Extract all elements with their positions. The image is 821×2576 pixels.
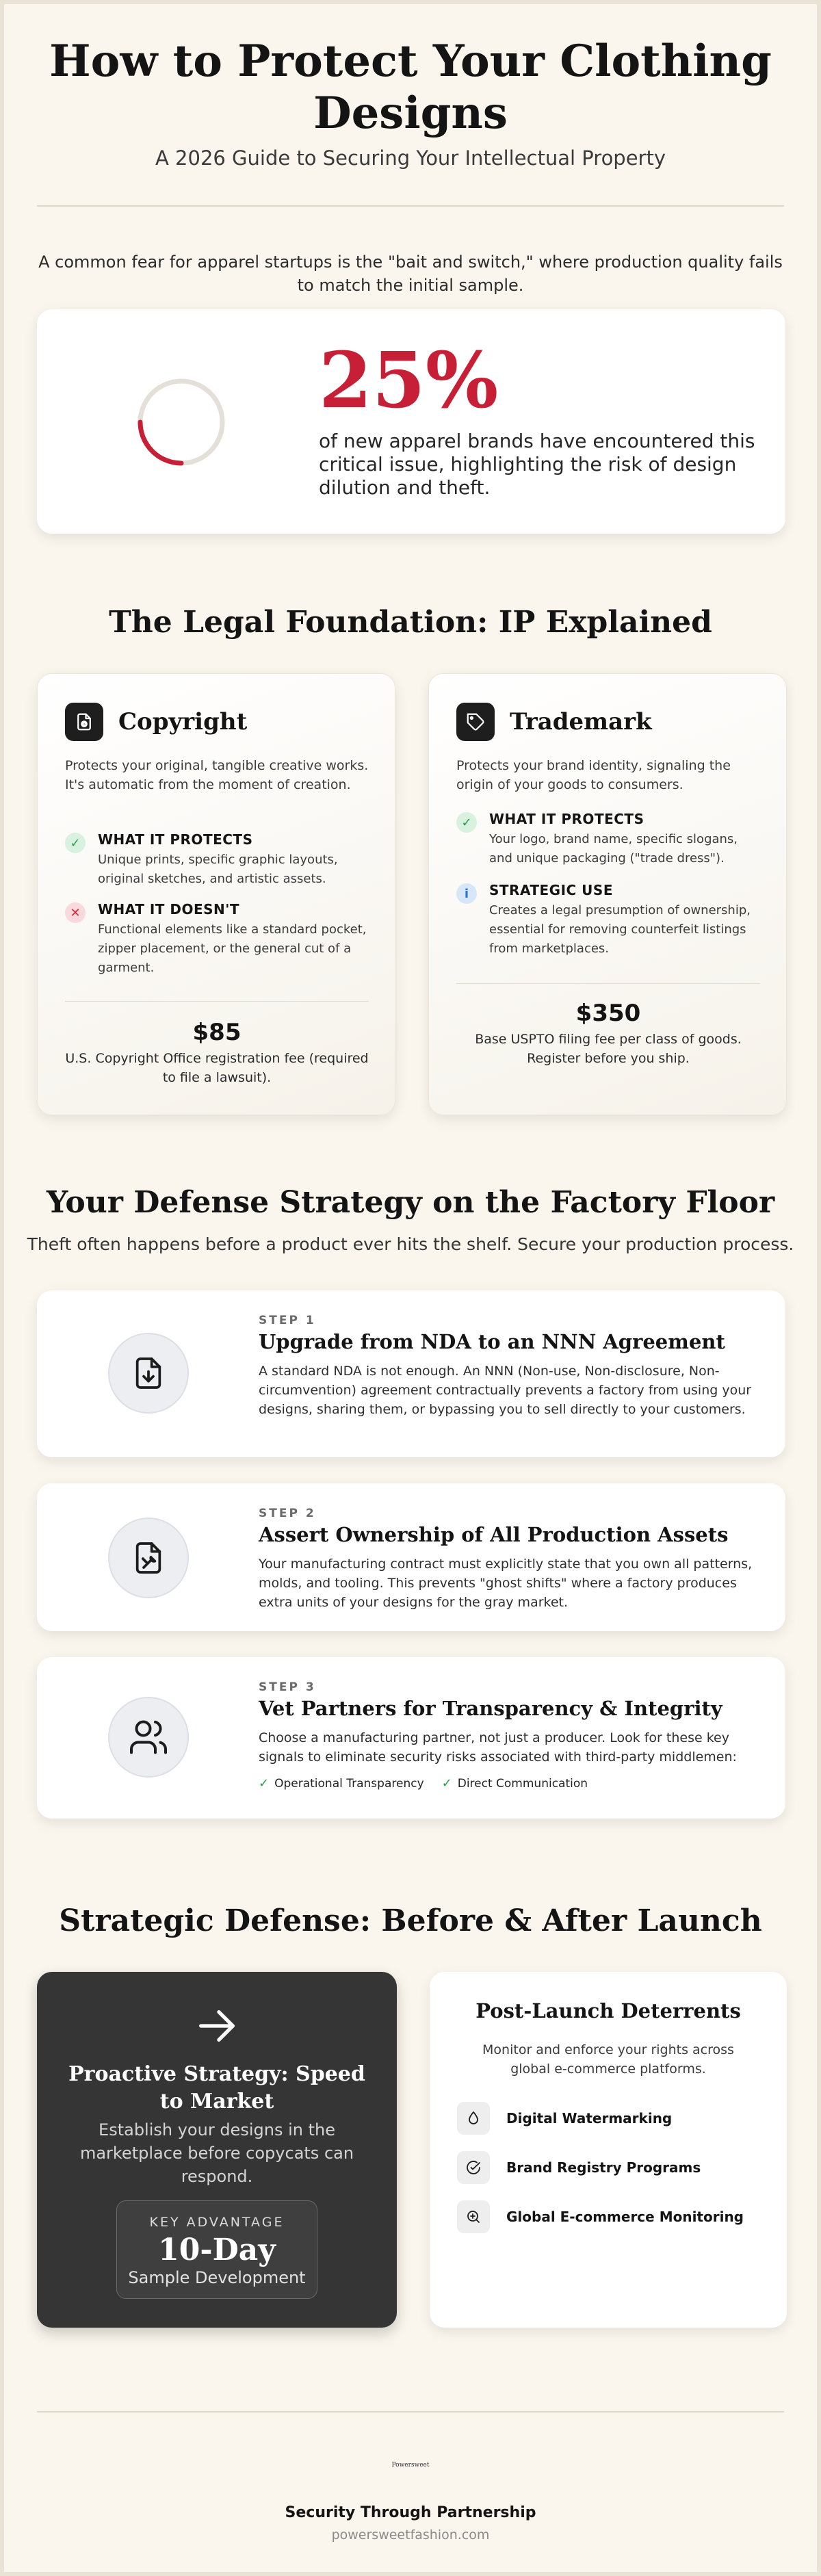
step-description: Your manufacturing contract must explicitly state that you own all patterns, molds, and tooling. This prevents "ghost shifts" where a factory produces extra units of your designs for the gray market. bbox=[259, 1557, 753, 1610]
key-advantage-sub: Sample Development bbox=[128, 2268, 306, 2287]
post-launch-title: Post-Launch Deterrents bbox=[475, 1999, 741, 2022]
droplet-icon bbox=[457, 2102, 490, 2135]
copyright-card bbox=[37, 673, 395, 1115]
copyright-price-note: U.S. Copyright Office registration fee (required to file a lawsuit). bbox=[65, 1051, 369, 1085]
intro-text: A common fear for apparel startups is the "bait and switch," where production quality fails to match the initial sample. bbox=[38, 252, 783, 295]
deterrent-item bbox=[457, 2102, 672, 2135]
trademark-strategic-use bbox=[456, 882, 764, 959]
step-label: STEP 1 bbox=[259, 1314, 316, 1327]
key-advantage-label: KEY ADVANTAGE bbox=[149, 2215, 285, 2230]
step-title: Assert Ownership of All Production Assets bbox=[259, 1523, 729, 1546]
strategic-heading: STRATEGIC USE bbox=[489, 882, 613, 898]
trademark-price-note: Base USPTO filing fee per class of goods. Register before you ship. bbox=[475, 1032, 742, 1066]
copyright-title: Copyright bbox=[118, 708, 248, 736]
footer-title: Security Through Partnership bbox=[285, 2504, 536, 2521]
deterrent-label: Digital Watermarking bbox=[506, 2110, 673, 2126]
stat-donut-chart bbox=[133, 374, 230, 471]
check-icon: ✓ bbox=[456, 812, 477, 833]
stat-card bbox=[37, 309, 785, 534]
step-description: A standard NDA is not enough. An NNN (Non-use, Non-disclosure, Non-circumvention) agreement contractually prevents a factory from using your designs, sharing them, or bypassing you to sell directly to your customers. bbox=[259, 1364, 752, 1417]
step-card bbox=[37, 1483, 785, 1631]
doesnt-text: Functional elements like a standard pocket, zipper placement, or the general cut of a garment. bbox=[98, 922, 367, 975]
deterrent-label: Brand Registry Programs bbox=[506, 2159, 701, 2176]
key-advantage-value: 10-Day bbox=[158, 2233, 276, 2267]
copyright-description: Protects your original, tangible creative works. It's automatic from the moment of creation. bbox=[65, 758, 369, 792]
file-download-icon bbox=[108, 1333, 189, 1414]
protects-heading: WHAT IT PROTECTS bbox=[489, 811, 644, 827]
signal-list bbox=[259, 1776, 605, 1791]
strategic-text: Creates a legal presumption of ownership, essential for removing counterfeit listings from marketplaces. bbox=[489, 903, 751, 956]
protects-text: Unique prints, specific graphic layouts, original sketches, and artistic assets. bbox=[98, 853, 338, 886]
legal-section-title: The Legal Foundation: IP Explained bbox=[109, 605, 712, 640]
copyright-price: $85 bbox=[192, 1019, 242, 1046]
post-launch-card bbox=[430, 1972, 787, 2328]
step-title: Vet Partners for Transparency & Integrity bbox=[259, 1697, 722, 1720]
deterrent-item bbox=[457, 2151, 701, 2184]
trademark-protects bbox=[456, 811, 764, 868]
x-icon: ✕ bbox=[65, 902, 86, 923]
step-card bbox=[37, 1290, 785, 1457]
divider bbox=[456, 983, 760, 984]
trademark-price: $350 bbox=[575, 1000, 641, 1027]
trademark-description: Protects your brand identity, signaling the origin of your goods to consumers. bbox=[456, 758, 731, 792]
step-description: Choose a manufacturing partner, not just a producer. Look for these key signals to eliminate security risks associated with third-party middlemen: bbox=[259, 1730, 737, 1765]
copyright-protects bbox=[65, 831, 373, 889]
strategic-section-title: Strategic Defense: Before & After Launch bbox=[59, 1903, 762, 1938]
file-tools-icon bbox=[108, 1518, 189, 1598]
deterrent-label: Global E-commerce Monitoring bbox=[506, 2209, 744, 2225]
check-circle-icon bbox=[457, 2151, 490, 2184]
brand-logo: Powersweet bbox=[391, 2462, 430, 2469]
arrow-right-icon bbox=[193, 2002, 241, 2050]
proactive-title: Proactive Strategy: Speed to Market bbox=[68, 2062, 365, 2113]
page-subtitle: A 2026 Guide to Securing Your Intellectual Property bbox=[155, 146, 666, 170]
defense-section-subtitle: Theft often happens before a product ever hits the shelf. Secure your production process. bbox=[27, 1234, 794, 1254]
stat-description: of new apparel brands have encountered this critical issue, highlighting the risk of design dilution and theft. bbox=[319, 430, 755, 499]
stat-value: 25% bbox=[319, 336, 499, 426]
trademark-card bbox=[428, 673, 787, 1115]
protects-text: Your logo, brand name, specific slogans, and unique packaging ("trade dress"). bbox=[489, 832, 738, 866]
step-label: STEP 3 bbox=[259, 1680, 316, 1694]
footer-url-link[interactable]: powersweetfashion.com bbox=[331, 2527, 490, 2542]
footer-divider bbox=[37, 2411, 784, 2412]
info-icon: i bbox=[456, 883, 477, 904]
step-label: STEP 2 bbox=[259, 1507, 316, 1520]
signal-label: Operational Transparency bbox=[274, 1776, 424, 1791]
check-icon: ✓ bbox=[441, 1776, 452, 1791]
step-card bbox=[37, 1657, 785, 1819]
doesnt-heading: WHAT IT DOESN'T bbox=[98, 901, 240, 918]
signal-item bbox=[259, 1776, 424, 1791]
check-icon: ✓ bbox=[65, 833, 86, 853]
check-icon: ✓ bbox=[259, 1776, 270, 1791]
copyright-document-icon bbox=[65, 703, 103, 741]
users-icon bbox=[108, 1697, 189, 1778]
proactive-description: Establish your designs in the marketplace before copycats can respond. bbox=[79, 2120, 354, 2186]
signal-label: Direct Communication bbox=[457, 1776, 588, 1791]
copyright-doesnt-protect bbox=[65, 901, 373, 978]
tag-icon bbox=[456, 703, 495, 741]
signal-item bbox=[442, 1776, 588, 1791]
deterrent-item bbox=[457, 2200, 744, 2233]
proactive-strategy-card bbox=[37, 1972, 397, 2328]
key-advantage-box bbox=[116, 2200, 317, 2299]
step-title: Upgrade from NDA to an NNN Agreement bbox=[259, 1330, 725, 1353]
divider bbox=[37, 205, 784, 207]
zoom-in-icon bbox=[457, 2200, 490, 2233]
defense-section-title: Your Defense Strategy on the Factory Floor bbox=[46, 1185, 775, 1220]
trademark-title: Trademark bbox=[510, 708, 652, 736]
post-launch-description: Monitor and enforce your rights across global e-commerce platforms. bbox=[482, 2042, 734, 2077]
protects-heading: WHAT IT PROTECTS bbox=[98, 831, 253, 848]
divider bbox=[65, 1001, 369, 1002]
page-title: How to Protect Your Clothing Designs bbox=[49, 36, 772, 139]
